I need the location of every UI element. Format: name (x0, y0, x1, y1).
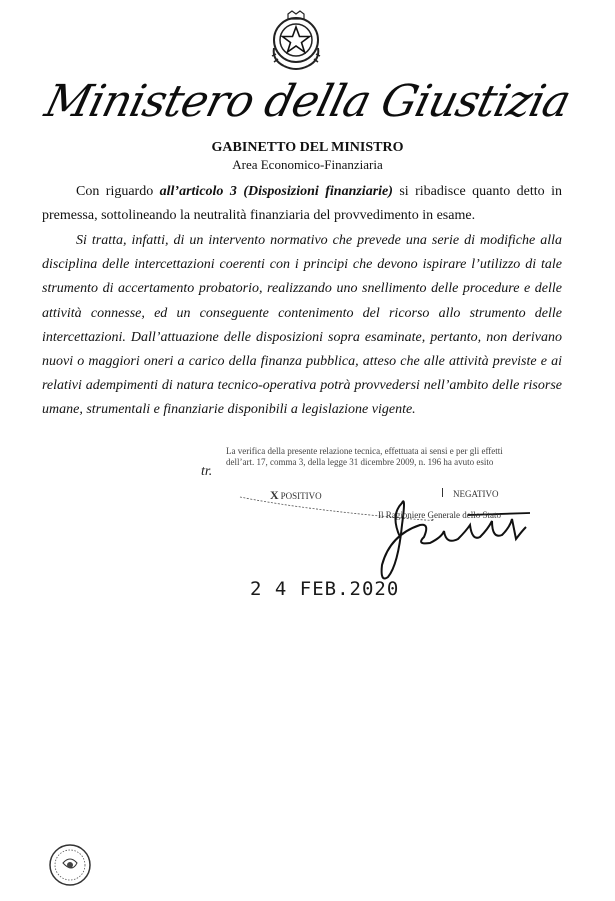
positive-label: POSITIVO (280, 491, 322, 501)
date-stamp: 2 4 FEB.2020 (250, 578, 400, 600)
checked-mark: X (270, 488, 279, 502)
paragraph-article-3 (42, 180, 562, 228)
p1-end: si ribadisce quanto detto in premessa, sottolineando la neutralità finanziaria del provvedimento in esame. (42, 184, 562, 223)
handwritten-initials: tr. (201, 464, 213, 479)
negative-label: NEGATIVO (453, 489, 499, 499)
signatory-role: Il Ragioniere Generale dello Stato (378, 510, 501, 520)
ministry-title: Ministero della Giustizia (39, 76, 575, 127)
p1-start: Con riguardo (76, 184, 160, 199)
handwritten-signature (230, 485, 540, 585)
office-subheading: Area Economico-Finanziaria (232, 157, 383, 172)
paragraph-explanation: Si tratta, infatti, di un intervento normativo che prevede una serie di modifiche alla disciplina delle intercettazioni coerenti con i principi che devono ispirare l’utilizzo di tale strumento di accertamento probatorio, realizzando uno snellimento delle procedure e delle attività connesse, ed un conseguente contenimento del ricorso allo strumento delle intercettazioni. Dall’attuazione delle disposizioni sopra esaminate, pertanto, non derivano nuovi o maggiori oneri a carico della finanza pubblica, atteso che alle attività previste e ai relativi adempimenti di natura tecnico-operativa potrà provvedersi nell’ambito delle risorse umane, strumentali e finanziarie disponibili a legislazione vigente. (42, 233, 562, 418)
italian-republic-emblem-icon (266, 10, 326, 72)
office-heading: GABINETTO DEL MINISTRO (211, 140, 404, 155)
p1-bold: all’articolo 3 (Disposizioni finanziarie) (159, 184, 393, 199)
circular-seal-icon (48, 843, 92, 887)
verification-text: La verifica della presente relazione tecnica, effettuata ai sensi e per gli effetti dell’art. 17, comma 3, della legge 31 dicembre 2009, n. 196 ha avuto esito (226, 446, 503, 467)
